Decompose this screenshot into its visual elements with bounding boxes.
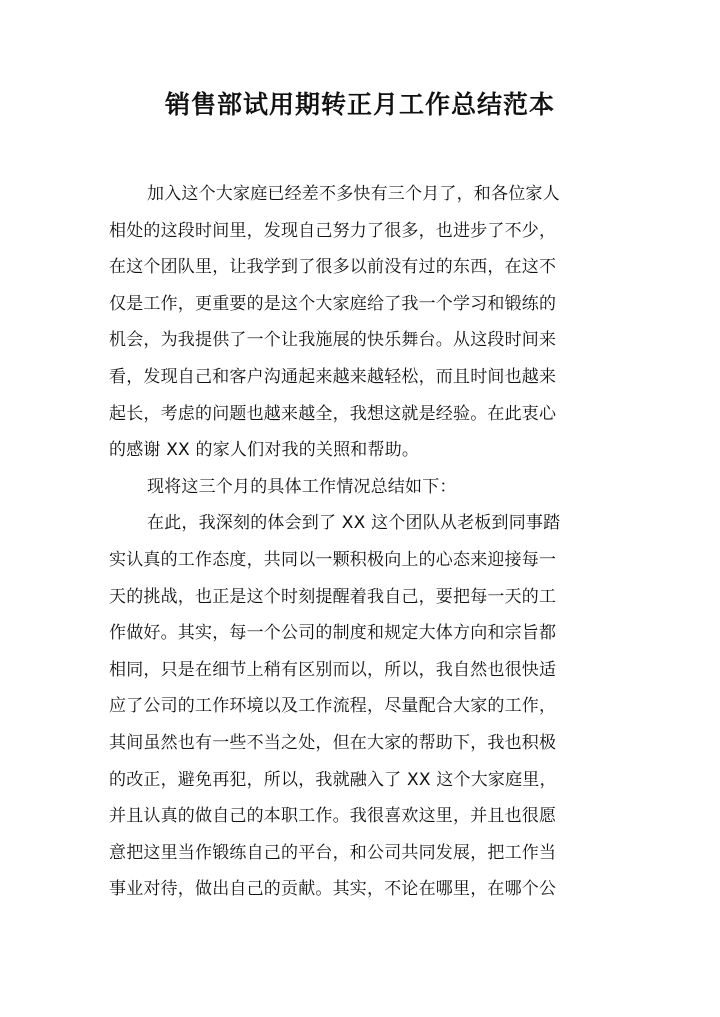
paragraph-line: 加入这个大家庭已经差不多快有三个月了，和各位家人 [147,184,560,204]
paragraph-line: 起长，考虑的问题也越来越全，我想这就是经验。在此衷心 [109,403,557,424]
document-body [109,176,614,908]
paragraph-line: 应了公司的工作环境以及工作流程，尽量配合大家的工作， [109,696,557,717]
paragraph-line: 其间虽然也有一些不当之处，但在大家的帮助下，我也积极 [109,732,557,753]
paragraph-line: 现将这三个月的具体工作情况总结如下： [147,476,457,497]
paragraph-line: 仅是工作，更重要的是这个大家庭给了我一个学习和锻练的 [109,293,557,314]
paragraph-line: 的改正，避免再犯，所以，我就融入了 XX 这个大家庭里， [109,769,557,790]
paragraph-line: 在此，我深刻的体会到了 XX 这个团队从老板到同事踏 [147,513,561,534]
paragraph-line: 相同，只是在细节上稍有区别而以，所以，我自然也很快适 [109,659,557,680]
paragraph-line: 意把这里当作锻练自己的平台，和公司共同发展，把工作当 [109,842,557,863]
paragraph-line: 天的挑战，也正是这个时刻提醒着我自己，要把每一天的工 [109,586,557,607]
paragraph-line: 相处的这段时间里，发现自己努力了很多，也进步了不少， [109,220,557,241]
paragraph-line: 事业对待，做出自己的贡献。其实，不论在哪里，在哪个公 [109,879,557,900]
paragraph-line: 看，发现自己和客户沟通起来越来越轻松，而且时间也越来 [109,366,557,387]
paragraph-line: 作做好。其实，每一个公司的制度和规定大体方向和宗旨都 [109,623,557,644]
paragraph-line: 在这个团队里，让我学到了很多以前没有过的东西，在这不 [109,257,557,278]
paragraph-line: 机会，为我提供了一个让我施展的快乐舞台。从这段时间来 [109,330,557,351]
document-title: 销售部试用期转正月工作总结范本 [164,90,555,119]
paragraph-line: 并且认真的做自己的本职工作。我很喜欢这里，并且也很愿 [109,806,557,827]
paragraph-line: 的感谢 XX 的家人们对我的关照和帮助。 [109,440,420,461]
paragraph-line: 实认真的工作态度，共同以一颗积极向上的心态来迎接每一 [109,549,557,570]
